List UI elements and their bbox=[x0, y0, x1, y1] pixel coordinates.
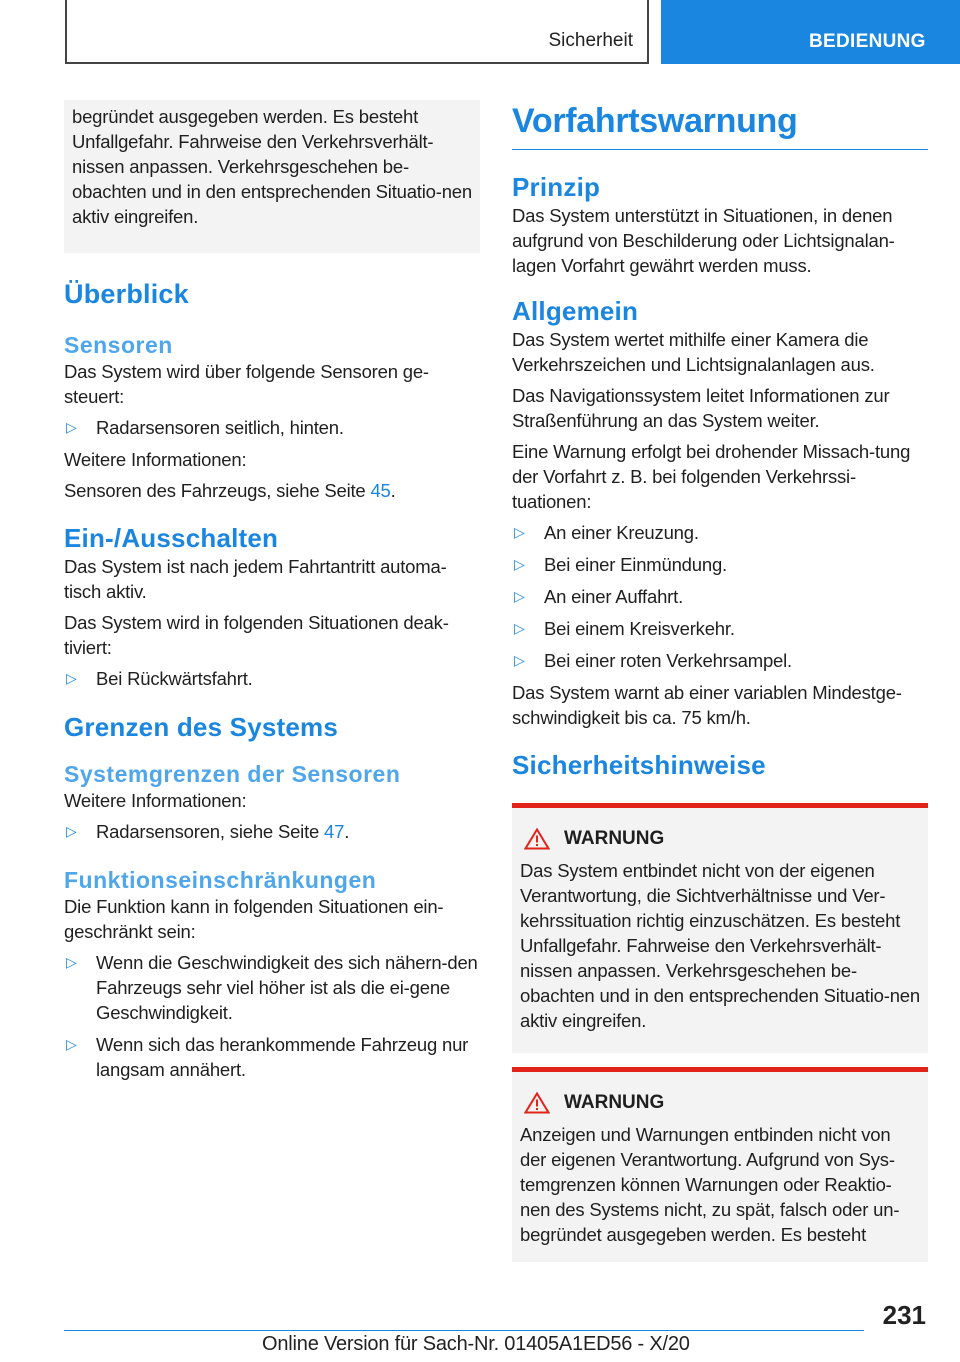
heading-system-limits: Grenzen des Systems bbox=[64, 712, 339, 742]
continued-warning-box bbox=[64, 100, 480, 253]
warning-text-2: Anzeigen und Warnungen entbinden nicht von der eigenen Verantwortung. Aufgrund von Sys-temgrenzen können Warnungen oder Reaktio-nen des Systems nicht, zu spät, falsch oder un-begründet ausgegeben werden. Es besteht bbox=[520, 1124, 900, 1245]
warning-text-1: Das System entbindet nicht von der eigenen Verantwortung, die Sichtverhältnisse und Ver-kehrssituation richtig einzuschätzen. Es besteht Unfallgefahr. Fahrweise den Verkehrsverhält-nissen anpassen. Verkehrsgeschehen be-obachten und in den entsprechenden Situatio-nen aktiv eingreifen. bbox=[520, 860, 920, 1031]
page-link[interactable]: 45 bbox=[370, 480, 391, 501]
bullet-triangle-icon bbox=[512, 648, 544, 673]
list-item-text: Radarsensoren seitlich, hinten. bbox=[96, 417, 344, 438]
sensors-text: Das System wird über folgende Sensoren ge-steuert: bbox=[64, 361, 429, 407]
on-off-text-1: Das System ist nach jedem Fahrtantritt automa-tisch aktiv. bbox=[64, 556, 447, 602]
general-text-2: Das Navigationssystem leitet Informationen zur Straßenführung an das System weiter. bbox=[512, 385, 890, 431]
heading-sensors: Sensoren bbox=[64, 332, 173, 358]
warning-triangle-icon bbox=[524, 1092, 550, 1114]
footer-online-version: Online Version für Sach-Nr. 01405A1ED56 - X/20 bbox=[262, 1333, 690, 1355]
bullet-triangle-icon bbox=[64, 666, 96, 691]
heading-on-off: Ein-/Ausschalten bbox=[64, 523, 279, 553]
list-item-text: Bei einer roten Verkehrsampel. bbox=[544, 650, 792, 671]
right-column bbox=[512, 102, 928, 1262]
list-item-text: Bei einer Einmündung. bbox=[544, 554, 727, 575]
list-item bbox=[64, 415, 480, 440]
heading-sensor-limits: Systemgrenzen der Sensoren bbox=[64, 761, 401, 787]
warning-label: WARNUNG bbox=[564, 1092, 665, 1113]
heading-overview: Überblick bbox=[64, 279, 189, 309]
header-chapter-tab bbox=[661, 0, 960, 64]
page-number: 231 bbox=[882, 1300, 926, 1330]
title-underline bbox=[512, 141, 928, 150]
warning-title-1 bbox=[520, 828, 920, 850]
list-item bbox=[64, 666, 480, 691]
list-item bbox=[512, 520, 928, 545]
warning-label: WARNUNG bbox=[564, 828, 665, 849]
page-header bbox=[0, 0, 960, 66]
list-item-text: An einer Kreuzung. bbox=[544, 522, 699, 543]
left-column bbox=[64, 100, 480, 1089]
general-text-4: Das System warnt ab einer variablen Mindestge-schwindigkeit bis ca. 75 km/h. bbox=[512, 682, 902, 728]
bullet-triangle-icon bbox=[512, 616, 544, 641]
header-section-title: Sicherheit bbox=[548, 30, 633, 51]
bullet-triangle-icon bbox=[512, 520, 544, 545]
list-item-text: Wenn die Geschwindigkeit des sich nähern-den Fahrzeugs sehr viel höher ist als die ei-gene Geschwindigkeit. bbox=[96, 952, 478, 1023]
header-chapter-title: BEDIENUNG bbox=[809, 31, 926, 52]
bullet-triangle-icon bbox=[64, 415, 96, 440]
list-item bbox=[64, 950, 480, 1025]
sensors-reference: Sensoren des Fahrzeugs, siehe Seite 45. bbox=[64, 480, 396, 501]
heading-principle: Prinzip bbox=[512, 172, 601, 202]
list-item bbox=[64, 1032, 480, 1082]
heading-function-restrictions: Funktionseinschränkungen bbox=[64, 867, 377, 893]
list-item bbox=[512, 616, 928, 641]
bullet-triangle-icon bbox=[512, 552, 544, 577]
warning-box-2 bbox=[512, 1067, 928, 1262]
list-item-text: Bei Rückwärtsfahrt. bbox=[96, 668, 253, 689]
bullet-triangle-icon bbox=[64, 819, 96, 844]
list-item bbox=[512, 584, 928, 609]
sensor-limits-info: Weitere Informationen: bbox=[64, 790, 247, 811]
warning-triangle-icon bbox=[524, 828, 550, 850]
heading-safety: Sicherheitshinweise bbox=[512, 750, 766, 780]
on-off-text-2: Das System wird in folgenden Situationen deak-tiviert: bbox=[64, 612, 449, 658]
header-section-box bbox=[65, 0, 649, 64]
bullet-triangle-icon bbox=[64, 1032, 96, 1082]
bullet-triangle-icon bbox=[512, 584, 544, 609]
general-text-3: Eine Warnung erfolgt bei drohender Missach-tung der Vorfahrt z. B. bei folgenden Verkehrssi-tuationen: bbox=[512, 441, 911, 512]
list-item bbox=[512, 552, 928, 577]
heading-title: Vorfahrtswarnung bbox=[512, 102, 798, 140]
list-item-text: Wenn sich das herankommende Fahrzeug nur langsam annähert. bbox=[96, 1034, 469, 1080]
heading-general: Allgemein bbox=[512, 296, 639, 326]
list-item-text: An einer Auffahrt. bbox=[544, 586, 684, 607]
footer-divider bbox=[64, 1330, 864, 1331]
principle-text: Das System unterstützt in Situationen, in denen aufgrund von Beschilderung oder Lichtsignalan-lagen Vorfahrt gewährt werden muss. bbox=[512, 205, 895, 276]
bullet-triangle-icon bbox=[64, 950, 96, 1025]
list-item-text: Radarsensoren, siehe Seite 47. bbox=[96, 821, 350, 842]
continued-warning-text: begründet ausgegeben werden. Es besteht Unfallgefahr. Fahrweise den Verkehrsverhält-nissen anpassen. Verkehrsgeschehen be-obachten und in den entsprechenden Situatio-nen aktiv eingreifen. bbox=[72, 106, 472, 227]
list-item bbox=[512, 648, 928, 673]
warning-title-2 bbox=[520, 1092, 920, 1114]
function-restrictions-text: Die Funktion kann in folgenden Situationen ein-geschränkt sein: bbox=[64, 896, 444, 942]
list-item bbox=[64, 819, 480, 844]
page-link[interactable]: 47 bbox=[324, 821, 345, 842]
warning-box-1 bbox=[512, 803, 928, 1053]
reference-text: Radarsensoren, siehe Seite bbox=[96, 821, 325, 842]
general-text-1: Das System wertet mithilfe einer Kamera die Verkehrszeichen und Lichtsignalanlagen aus. bbox=[512, 329, 875, 375]
more-info-label: Weitere Informationen: bbox=[64, 449, 247, 470]
list-item-text: Bei einem Kreisverkehr. bbox=[544, 618, 735, 639]
reference-text: Sensoren des Fahrzeugs, siehe Seite bbox=[64, 480, 371, 501]
